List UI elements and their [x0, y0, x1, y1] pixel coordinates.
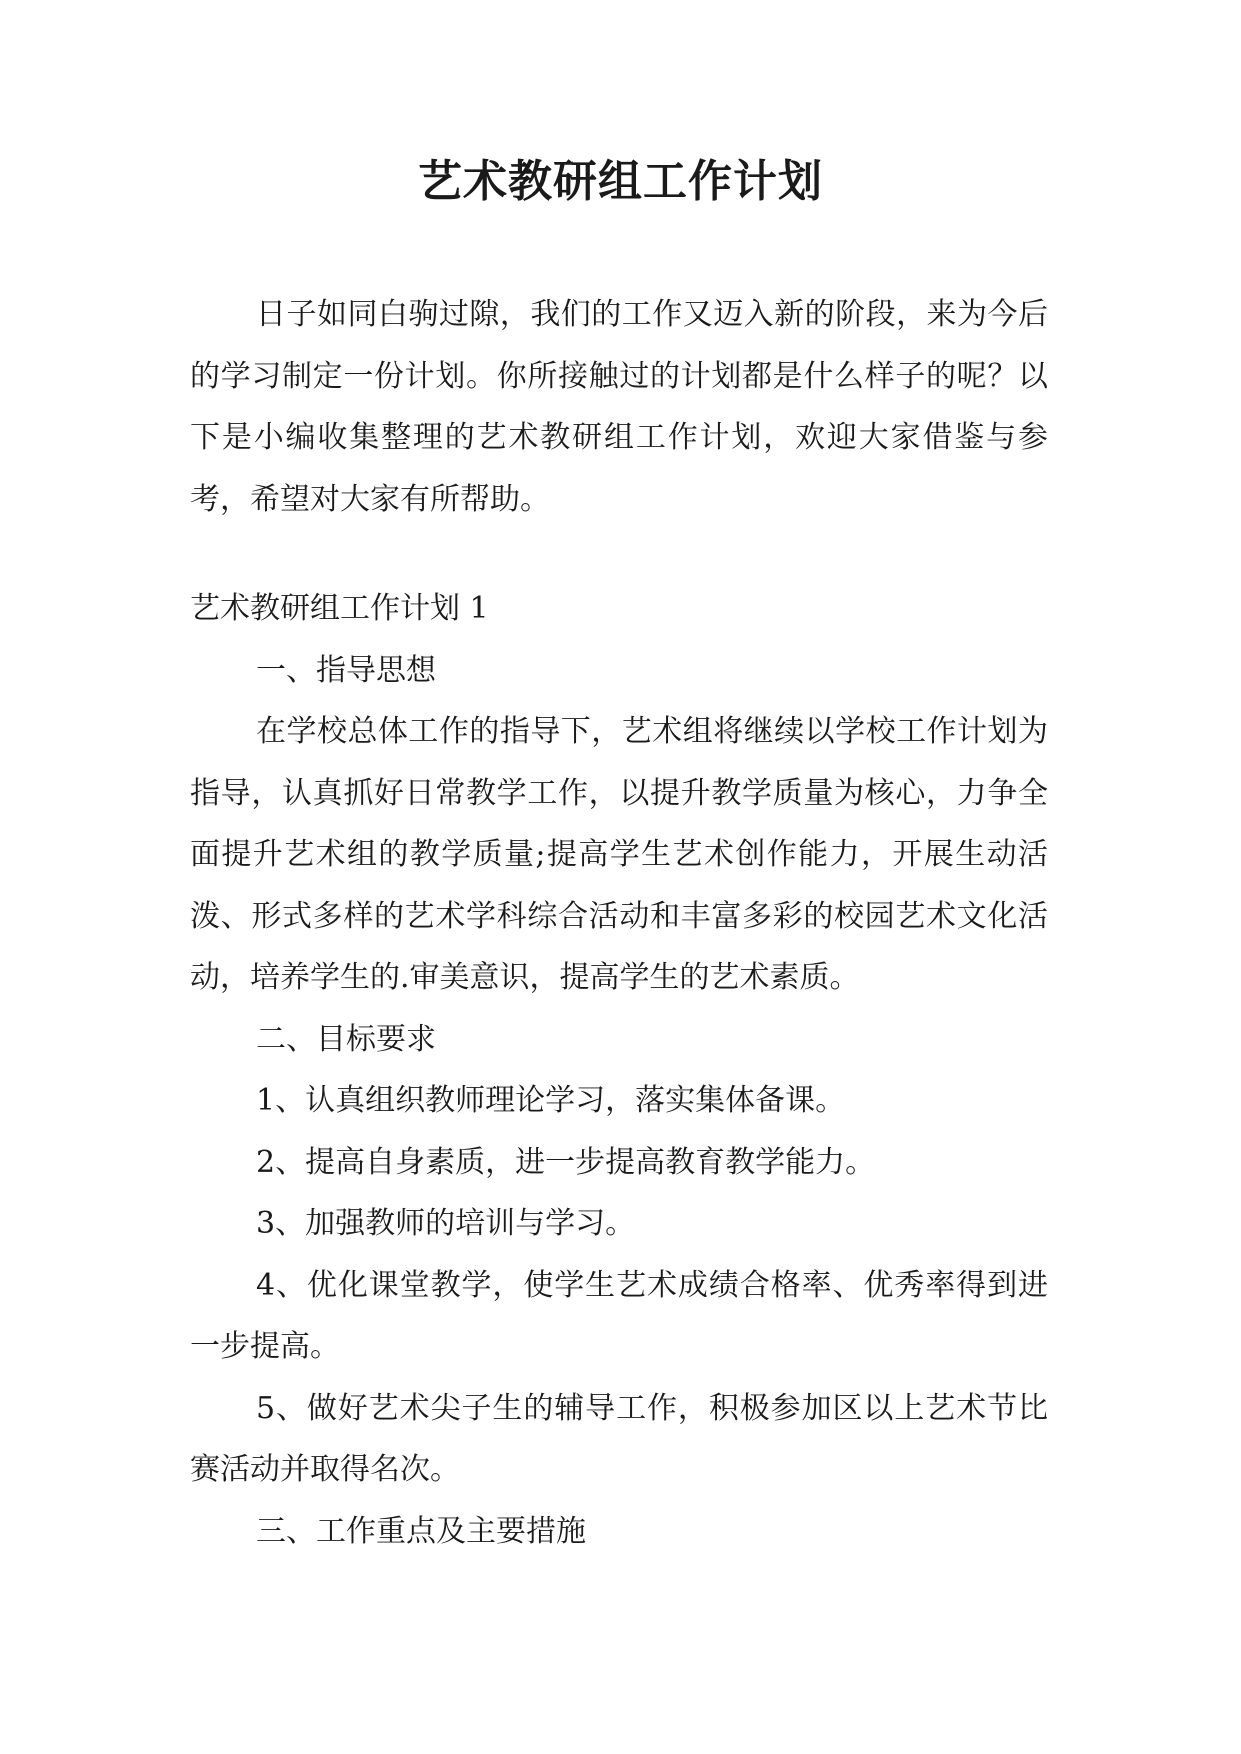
heading-goals: 二、目标要求: [256, 1021, 436, 1057]
heading-guiding-thought: 一、指导思想: [256, 652, 436, 688]
guiding-thought-paragraph: 在学校总体工作的指导下，艺术组将继续以学校工作计划为指导，认真抓好日常教学工作，以提升教学质量为核心，力争全面提升艺术组的教学质量;提高学生艺术创作能力，开展生动活泼、形式多样的艺术学科综合活动和丰富多彩的校园艺术文化活动，培养学生的.审美意识，提高学生的艺术素质。: [190, 714, 1048, 995]
goal-item: 3、加强教师的培训与学习。: [256, 1206, 636, 1241]
document-body: [190, 284, 1048, 1562]
section-title: 艺术教研组工作计划 1: [190, 591, 489, 626]
document-title: 艺术教研组工作计划: [418, 156, 823, 207]
heading-key-work: 三、工作重点及主要措施: [256, 1513, 586, 1549]
intro-paragraph: 日子如同白驹过隙，我们的工作又迈入新的阶段，来为今后的学习制定一份计划。你所接触过的计划都是什么样子的呢？以下是小编收集整理的艺术教研组工作计划，欢迎大家借鉴与参考，希望对大家有所帮助。: [190, 297, 1048, 517]
paragraph-gap: [190, 530, 1048, 578]
goal-item: 1、认真组织教师理论学习，落实集体备课。: [256, 1083, 846, 1118]
goal-item: 5、做好艺术尖子生的辅导工作，积极参加区以上艺术节比赛活动并取得名次。: [190, 1390, 1048, 1487]
goal-item: 4、优化课堂教学，使学生艺术成绩合格率、优秀率得到进一步提高。: [190, 1267, 1048, 1364]
goal-item: 2、提高自身素质，进一步提高教育教学能力。: [256, 1144, 876, 1180]
